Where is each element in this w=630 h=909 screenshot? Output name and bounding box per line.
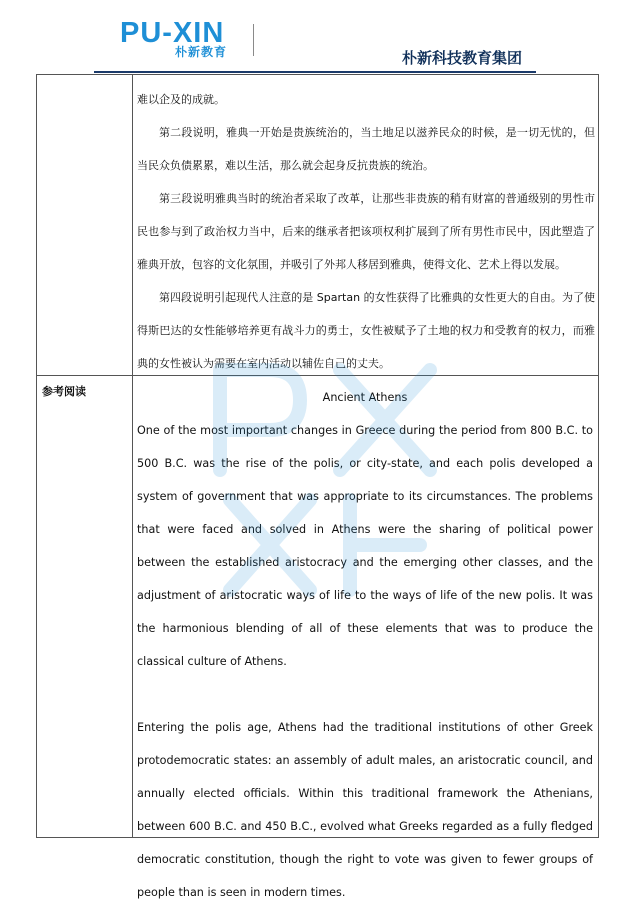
analysis-paragraph: 第四段说明引起现代人注意的是 Spartan 的女性获得了比雅典的女性更大的自由。为了使得斯巴达的女性能够培养更有战斗力的勇士，女性被赋予了土地的权力和受教育的权力，而雅典的女性被认为需要在室内活动以辅佐自己的丈夫。 — [137, 291, 595, 370]
reading-title: Ancient Athens — [322, 391, 408, 404]
group-name: 朴新科技教育集团 — [401, 49, 522, 67]
logo-text: PU-XIN — [120, 17, 225, 49]
reference-cell — [137, 381, 593, 909]
logo-divider — [253, 24, 254, 56]
logo-subtitle: 朴新教育 — [175, 45, 228, 59]
reading-paragraph: Entering the polis age, Athens had the traditional institutions of other Greek protodemocratic states: an assembly of adult males, an aristocratic council, and annually elected officials. Within this traditional framework the Athenians, between 600 B.C. and 450 B.C., evolved what Greeks regarded as a fully fledged democratic constitution, though the right to vote was given to fewer groups of people than is seen in modern times. — [137, 721, 593, 899]
paragraph-gap — [137, 678, 593, 711]
puxin-logo — [120, 18, 250, 60]
reading-paragraph: One of the most important changes in Greece during the period from 800 B.C. to 500 B.C. was the rise of the polis, or city-state, and each polis developed a system of government that was appropriate to its circumstances. The problems that were faced and solved in Athens were the sharing of political power between the established aristocracy and the emerging other classes, and the adjustment of aristocratic ways of life to the ways of life of the new polis. It was the harmonious blending of all of these elements that was to produce the classical culture of Athens. — [137, 424, 593, 668]
analysis-cell — [137, 83, 595, 380]
reference-label: 参考阅读 — [42, 385, 86, 398]
analysis-paragraph: 第二段说明，雅典一开始是贵族统治的，当土地足以滋养民众的时候，是一切无忧的，但当民众负债累累，难以生活，那么就会起身反抗贵族的统治。 — [137, 126, 595, 172]
header-rule — [94, 71, 536, 73]
analysis-paragraph: 难以企及的成就。 — [137, 93, 225, 106]
analysis-paragraph: 第三段说明雅典当时的统治者采取了改革，让那些非贵族的稍有财富的普通级别的男性市民也参与到了政治权力当中，后来的继承者把该项权利扩展到了所有男性市民中，因此塑造了雅典开放，包容的文化氛围，并吸引了外邦人移居到雅典，使得文化、艺术上得以发展。 — [137, 192, 595, 271]
content-table — [36, 74, 599, 899]
column-divider — [132, 75, 133, 837]
